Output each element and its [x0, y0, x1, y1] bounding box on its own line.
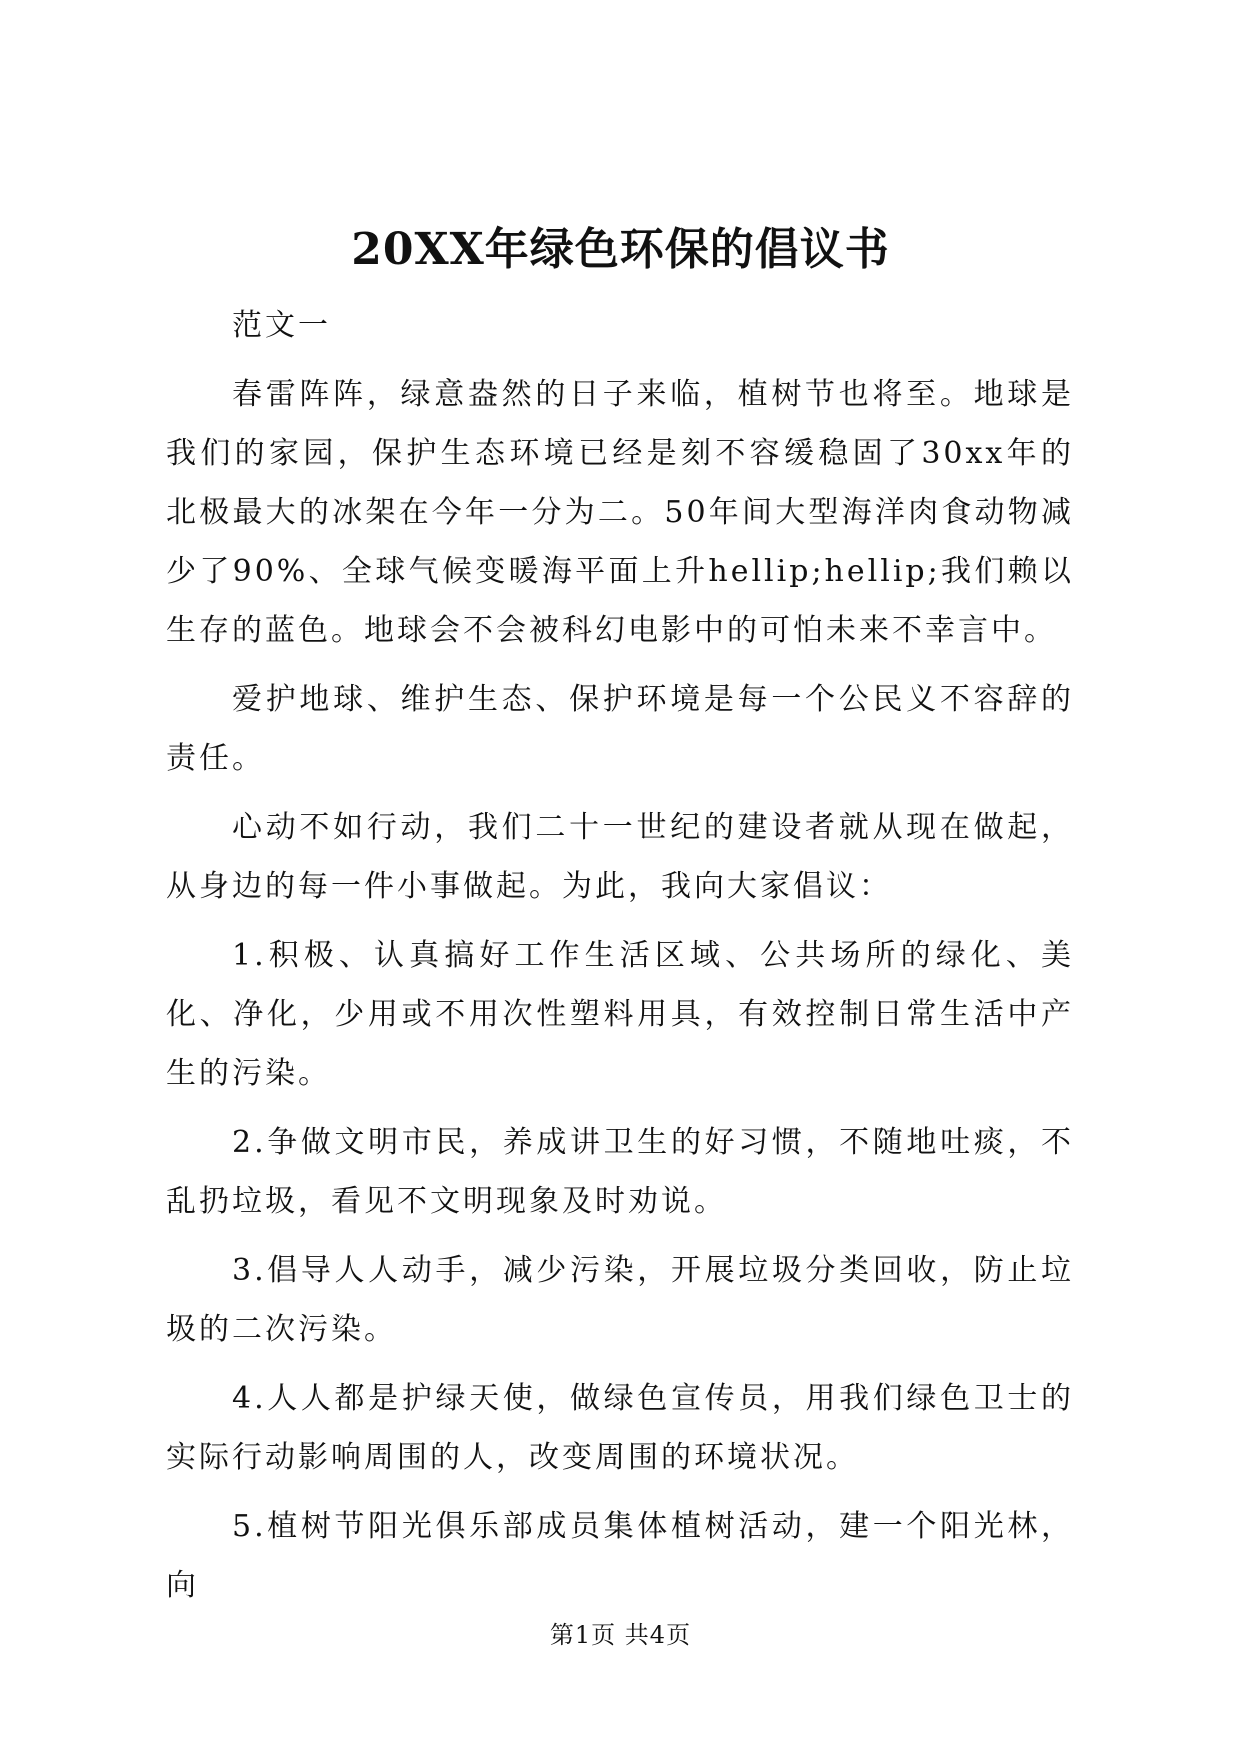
paragraph-responsibility: 爱护地球、维护生态、保护环境是每一个公民义不容辞的责任。: [166, 682, 1074, 776]
list-item-2: 2.争做文明市民，养成讲卫生的好习惯，不随地吐痰，不乱扔垃圾，看见不文明现象及时劝说。: [166, 1125, 1074, 1219]
page-number-footer: 第1页 共4页: [549, 1621, 692, 1649]
paragraph-sample-label: 范文一: [232, 308, 331, 343]
list-item-1: 1.积极、认真搞好工作生活区域、公共场所的绿化、美化、净化，少用或不用次性塑料用具，有效控制日常生活中产生的污染。: [166, 938, 1074, 1091]
document-title: 20XX年绿色环保的倡议书: [351, 224, 890, 275]
paragraph-call-to-action: 心动不如行动，我们二十一世纪的建设者就从现在做起，从身边的每一件小事做起。为此，我向大家倡议：: [166, 810, 1074, 904]
list-item-3: 3.倡导人人动手，减少污染，开展垃圾分类回收，防止垃圾的二次污染。: [166, 1253, 1074, 1347]
paragraph-intro: 春雷阵阵，绿意盎然的日子来临，植树节也将至。地球是我们的家园，保护生态环境已经是刻不容缓稳固了30xx年的北极最大的冰架在今年一分为二。50年间大型海洋肉食动物减少了90%、全球气候变暖海平面上升hellip;hellip;我们赖以生存的蓝色。地球会不会被科幻电影中的可怕未来不幸言中。: [166, 377, 1074, 648]
list-item-4: 4.人人都是护绿天使，做绿色宣传员，用我们绿色卫士的实际行动影响周围的人，改变周围的环境状况。: [166, 1381, 1074, 1475]
list-item-5: 5.植树节阳光俱乐部成员集体植树活动，建一个阳光林，向: [166, 1509, 1074, 1603]
document-body: [166, 296, 1074, 1625]
